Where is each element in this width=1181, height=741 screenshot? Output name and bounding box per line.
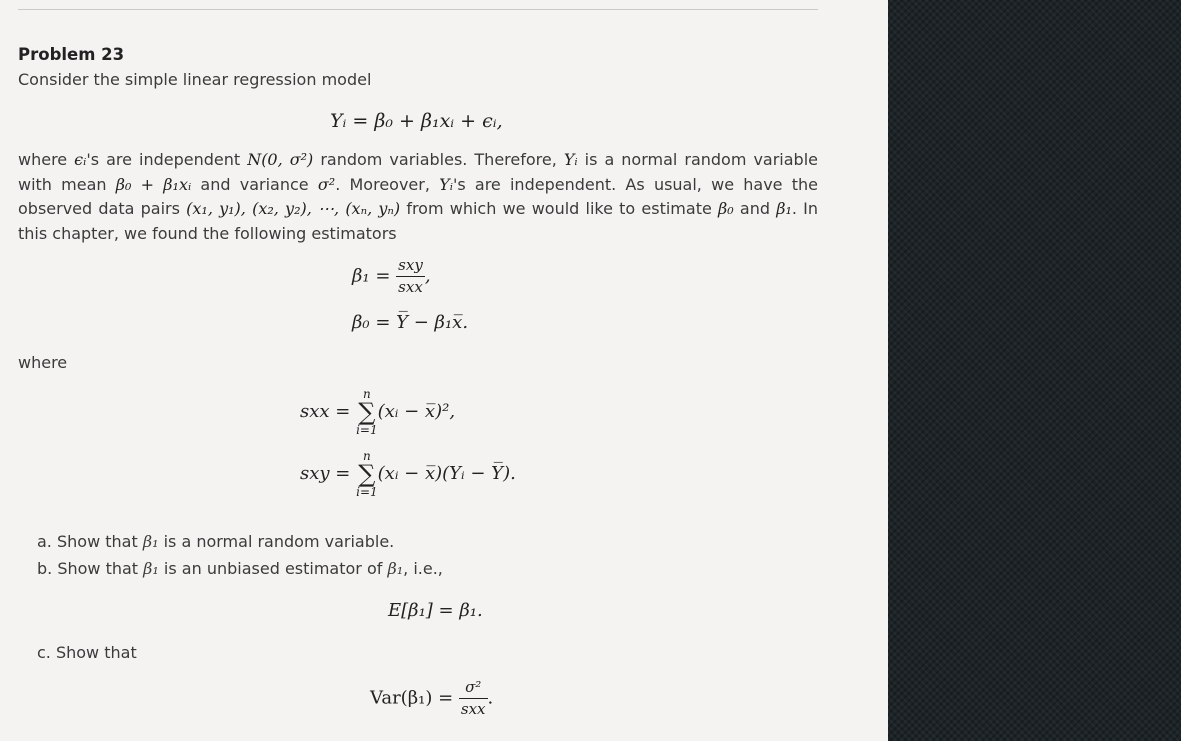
- assumptions-paragraph: where ϵᵢ's are independent N(0, σ²) random variables. Therefore, Yᵢ is a normal random variable with mean β₀ + β₁xᵢ and variance σ². Moreover, Yᵢ's are independent. As usual, we have the observed data pairs (x₁, y₁), (x₂, y₂), ⋯, (xₙ, yₙ) from which we would like to estimate β₀ and β₁. In this chapter, we found the following estimators: [18, 150, 819, 243]
- part-a: a. Show that β₁ is a normal random variable.: [37, 532, 395, 551]
- sxy-definition: sxy = n ∑ i=1 (xᵢ − x̅)(Yᵢ − Y̅).: [300, 449, 516, 499]
- divider: [18, 9, 818, 10]
- dark-side-panel: [888, 0, 1181, 741]
- variance-equation: Var(β₁) = $\frac{\text{σ²}}{\text{sxx}}$ .: [370, 678, 494, 718]
- part-c: c. Show that: [37, 643, 137, 662]
- sxx-definition: sxx = n ∑ i=1 (xᵢ − x̅)²,: [300, 387, 456, 437]
- beta0-hat-estimator: β₀ = Y̅ − β₁x̅.: [352, 312, 469, 333]
- intro-text: Consider the simple linear regression model: [18, 70, 372, 89]
- unbiased-equation: E[β₁] = β₁.: [388, 600, 483, 621]
- where-label: where: [18, 353, 68, 372]
- model-equation: Yᵢ = β₀ + β₁xᵢ + ϵᵢ,: [330, 110, 503, 132]
- part-b: b. Show that β₁ is an unbiased estimator of β₁, i.e.,: [37, 559, 443, 578]
- problem-title: Problem 23: [18, 45, 125, 64]
- beta1-hat-estimator: β₁ = $\frac{\text{sxy}}{\text{sxx}}$ ,: [352, 256, 431, 296]
